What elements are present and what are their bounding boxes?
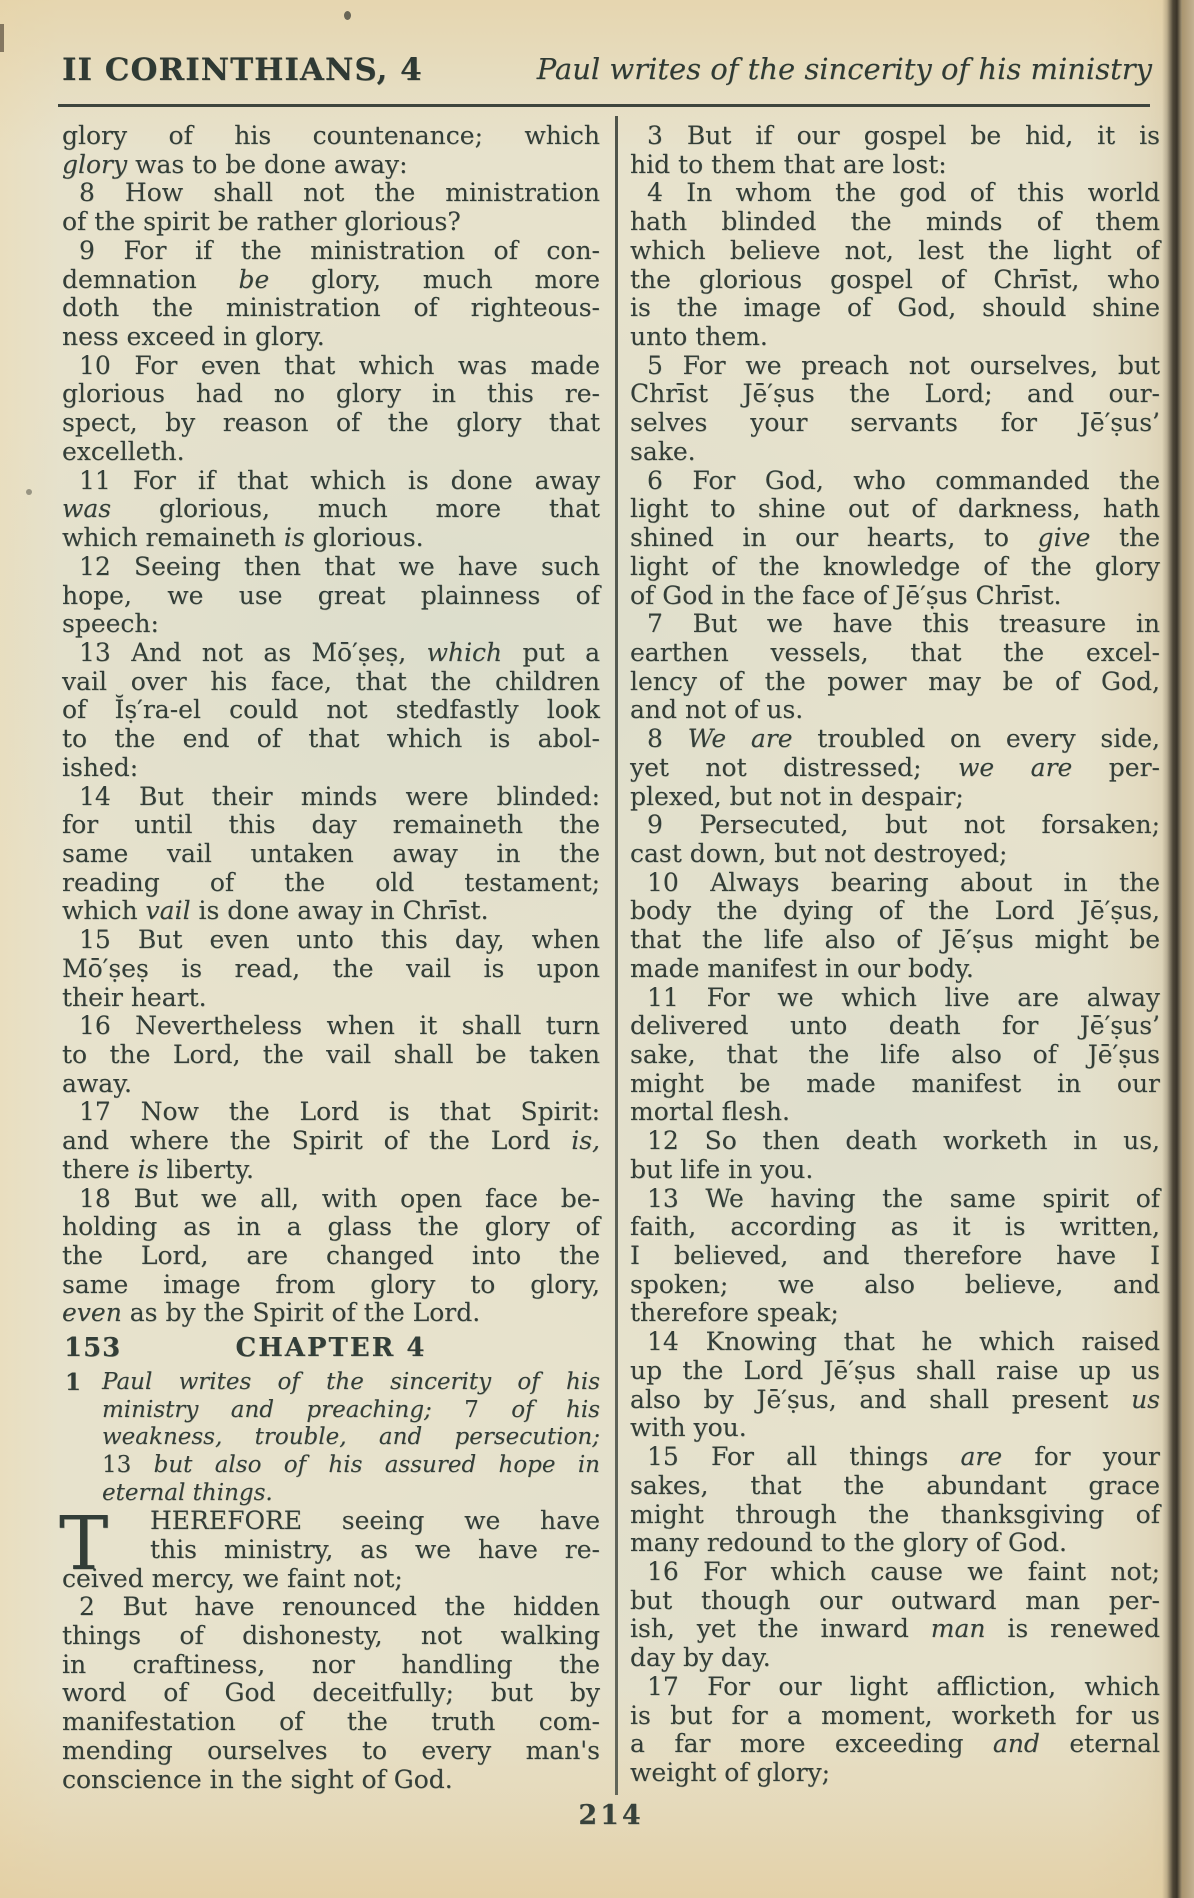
verse-text-line: shined in our hearts, to give the (630, 523, 1160, 553)
verse-text-line: Chrīst Jē′ṣus the Lord; and our- (630, 379, 1160, 409)
verse-text-line: 14 Knowing that he which raised (647, 1327, 1160, 1357)
verse-text-line: and where the Spirit of the Lord is, (62, 1126, 600, 1156)
verse-text-line: faith, according as it is written, (630, 1212, 1160, 1242)
verse-text-line: which believe not, lest the light of (630, 235, 1160, 265)
verse-text-line: of God in the face of Jē′ṣus Chrīst. (630, 580, 1062, 610)
ink-speck (344, 11, 351, 20)
verse-text-line: hath blinded the minds of them (630, 207, 1160, 237)
verse-text-line: away. (62, 1068, 132, 1098)
verse-text-line: made manifest in our body. (630, 953, 974, 983)
verse-text-line: selves your servants for Jē′ṣus’ (630, 408, 1160, 438)
verse-text-line: a far more exceeding and eternal (630, 1729, 1160, 1759)
verse-text-line: lency of the power may be of God, (630, 666, 1160, 696)
verse-text-line: same vail untaken away in the (62, 838, 600, 868)
verse-text-line: even as by the Spirit of the Lord. (62, 1298, 481, 1328)
verse-text-line: conscience in the sight of God. (62, 1764, 453, 1794)
verse-text-line: 9 Persecuted, but not forsaken; (647, 810, 1160, 840)
verse-text-line: is the image of God, should shine (630, 293, 1160, 323)
verse-text-line: T HEREFORE seeing we have (59, 1501, 600, 1588)
section-number: 153 (64, 1333, 122, 1364)
verse-text-line: was glorious, much more that (62, 494, 600, 524)
summary-verse-number: 1 (65, 1369, 82, 1397)
verse-text-line: but though our outward man per- (630, 1585, 1160, 1615)
page-header-book-title: II CORINTHIANS, 4 (62, 52, 423, 88)
verse-text-line: spect, by reason of the glory that (62, 408, 600, 438)
verse-text-line: 6 For God, who commanded the (647, 465, 1160, 495)
verse-text-line: and not of us. (630, 695, 804, 725)
verse-text-line: which vail is done away in Chrīst. (62, 896, 489, 926)
verse-text-line: same image from glory to glory, (62, 1269, 600, 1299)
verse-text-line: for until this day remaineth the (62, 810, 600, 840)
verse-text-line: 11 For if that which is done away (79, 465, 600, 495)
verse-text-line: also by Jē′ṣus, and shall present us (630, 1384, 1160, 1414)
verse-text-line: spoken; we also believe, and (630, 1269, 1160, 1299)
verse-text-line: word of God deceitfully; but by (62, 1678, 600, 1708)
verse-text-line: sakes, that the abundant grace (630, 1470, 1160, 1500)
verse-text-line: 12 Seeing then that we have such (79, 551, 600, 581)
ink-speck (26, 489, 32, 495)
chapter-summary-line: ministry and preaching; 7 of his (102, 1396, 600, 1423)
text-column-right (630, 122, 1160, 1788)
verse-text-line: 8 We are troubled on every side, (647, 724, 1160, 754)
verse-text-line: might through the thanksgiving of (630, 1499, 1160, 1529)
verse-text-line: 13 And not as Mō′ṣeṣ, which put a (79, 637, 600, 667)
chapter-heading-row (62, 1328, 600, 1369)
verse-text-line: this ministry, as we have re- (150, 1534, 600, 1564)
text-column-left (59, 121, 600, 1794)
page-number: 214 (578, 1800, 644, 1831)
verse-text-line: 15 But even unto this day, when (79, 925, 600, 955)
verse-text-line: cast down, but not destroyed; (630, 838, 1008, 868)
verse-text-line: 16 Nevertheless when it shall turn (79, 1011, 600, 1041)
verse-text-line: ness exceed in glory. (62, 322, 325, 352)
verse-text-line: the glorious gospel of Chrīst, who (630, 264, 1160, 294)
verse-text-line: with you. (630, 1413, 747, 1443)
verse-text-line: hid to them that are lost: (630, 149, 947, 179)
verse-text-line: delivered unto death for Jē′ṣus’ (630, 1011, 1160, 1041)
verse-text-line: 12 So then death worketh in us, (647, 1126, 1160, 1156)
chapter-summary-line: 1 Paul writes of the sincerity of his (65, 1369, 600, 1397)
verse-text-line: yet not distressed; we are per- (630, 752, 1160, 782)
verse-text-line: there is liberty. (62, 1154, 254, 1184)
verse-text-line: speech: (62, 609, 159, 639)
column-divider (615, 116, 618, 1795)
verse-text-line: weight of glory; (630, 1757, 831, 1787)
verse-text-line: mortal flesh. (630, 1097, 790, 1127)
verse-text-line: light to shine out of darkness, hath (630, 494, 1160, 524)
verse-text-line: 2 But have renounced the hidden (79, 1592, 600, 1622)
verse-text-line: that the life also of Jē′ṣus might be (630, 925, 1160, 955)
verse-text-line: day by day. (630, 1643, 771, 1673)
verse-text-line: light of the knowledge of the glory (630, 551, 1160, 581)
verse-text-line: ished: (62, 752, 139, 782)
verse-text-line: therefore speak; (630, 1298, 839, 1328)
verse-text-line: many redound to the glory of God. (630, 1528, 1067, 1558)
page-header-running-head: Paul writes of the sincerity of his ministry (536, 52, 1152, 86)
verse-text-line: 17 Now the Lord is that Spirit: (79, 1097, 600, 1127)
chapter-summary-line: weakness, trouble, and persecution; (102, 1424, 600, 1451)
verse-text-line: hope, we use great plainness of (62, 580, 600, 610)
chapter-heading: CHAPTER 4 (235, 1333, 427, 1364)
verse-text-line: 3 But if our gospel be hid, it is (647, 121, 1160, 150)
verse-text-line: but life in you. (630, 1154, 814, 1184)
chapter-summary-line: 13 but also of his assured hope in (102, 1451, 600, 1478)
verse-text-line: 4 In whom the god of this world (647, 178, 1160, 208)
verse-text-line: 15 For all things are for your (647, 1442, 1160, 1472)
verse-text-line: 13 We having the same spirit of (647, 1183, 1160, 1213)
verse-text-line: of the spirit be rather glorious? (62, 207, 461, 237)
verse-text-line: which remaineth is glorious. (62, 523, 424, 553)
drop-cap: T (59, 1501, 109, 1588)
verse-text-line: 10 Always bearing about in the (647, 867, 1160, 897)
verse-text-line: 17 For our light affliction, which (647, 1671, 1160, 1701)
verse-text-line: 10 For even that which was made (79, 350, 600, 380)
verse-text-line: ceived mercy, we faint not; (62, 1563, 403, 1593)
verse-text-line: reading of the old testament; (62, 867, 600, 897)
verse-text-line: demnation be glory, much more (62, 264, 600, 294)
verse-text-line: 18 But we all, with open face be- (79, 1183, 600, 1213)
verse-text-line: to the Lord, the vail shall be taken (62, 1040, 600, 1069)
verse-text-line: might be made manifest in our (630, 1068, 1160, 1098)
verse-text-line: holding as in a glass the glory of (62, 1212, 600, 1242)
header-rule (58, 104, 1150, 107)
verse-text-line: sake, that the life also of Jē′ṣus (630, 1040, 1160, 1069)
verse-text-line: Mō′ṣeṣ is read, the vail is upon (62, 953, 600, 983)
verse-text-line: vail over his face, that the children (62, 666, 600, 696)
verse-text-line: sake. (630, 436, 696, 466)
verse-text-line: excelleth. (62, 436, 185, 466)
verse-text-line: their heart. (62, 982, 207, 1012)
verse-text-line: is but for a moment, worketh for us (630, 1700, 1160, 1730)
verse-text-line: glorious had no glory in this re- (62, 379, 600, 409)
verse-text-line: ish, yet the inward man is renewed (630, 1614, 1161, 1644)
verse-text-line: the Lord, are changed into the (62, 1241, 600, 1271)
verse-text-line: of Ĭṣ′ra-el could not stedfastly look (62, 695, 600, 725)
verse-text-line: 8 How shall not the ministration (79, 178, 600, 208)
verse-text-line: plexed, but not in despair; (630, 781, 964, 811)
verse-text-line: I believed, and therefore have I (630, 1241, 1160, 1271)
verse-text-line: glory was to be done away: (62, 149, 408, 179)
verse-text-line: 7 But we have this treasure in (647, 609, 1160, 639)
verse-text-line: doth the ministration of righteous- (62, 293, 600, 323)
verse-text-line: body the dying of the Lord Jē′ṣus, (630, 896, 1160, 926)
verse-text-line: things of dishonesty, not walking (62, 1621, 600, 1651)
verse-text-line: 9 For if the ministration of con- (79, 235, 600, 265)
verse-text-line: unto them. (630, 322, 768, 352)
verse-text-line: mending ourselves to every man's (62, 1735, 600, 1765)
chapter-summary-line: eternal things. (102, 1479, 273, 1506)
verse-text-line: glory of his countenance; which (62, 121, 600, 150)
verse-text-line: to the end of that which is abol- (62, 724, 600, 754)
page-edge-shadow (1162, 0, 1182, 1898)
verse-text-line: in craftiness, nor handling the (62, 1649, 600, 1679)
verse-text-line: up the Lord Jē′ṣus shall raise up us (630, 1355, 1160, 1385)
verse-text-line: 16 For which cause we faint not; (647, 1556, 1160, 1586)
scan-edge-mark (0, 24, 4, 52)
verse-text-line: manifestation of the truth com- (62, 1707, 600, 1737)
verse-text-line: 11 For we which live are alway (647, 982, 1160, 1012)
page-edge (1182, 0, 1194, 1898)
verse-text-line: 14 But their minds were blinded: (79, 781, 600, 811)
verse-text-line: 5 For we preach not ourselves, but (647, 350, 1160, 380)
verse-text-line: earthen vessels, that the excel- (630, 637, 1160, 667)
